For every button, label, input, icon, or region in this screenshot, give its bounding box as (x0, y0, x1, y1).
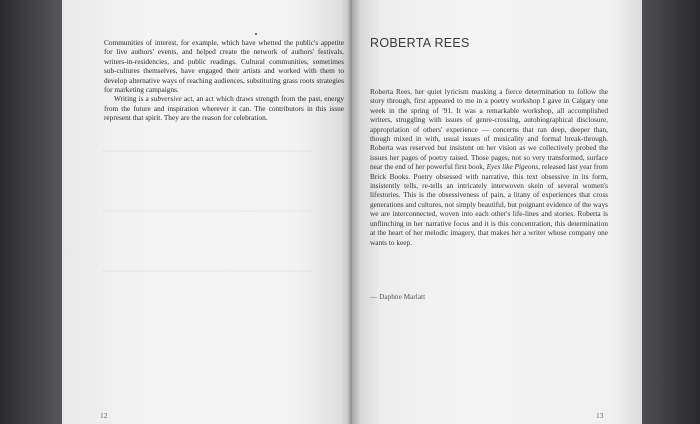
left-paragraph-2: Writing is a subversive act, an act which draws strength from the past, energy from the future and inspiration wherever it can. The contributors in this issue represent that spirit. They are the reason for celebration. (104, 94, 344, 123)
byline: — Daphne Marlatt (370, 292, 426, 301)
right-paragraph: Roberta Rees, her quiet lyricism masking a fierce determination to follow the story through, first appeared to me in a poetry workshop I gave in Calgary one week in the spring of '91. It was a remarkable workshop, all accomplished writers, struggling with issues of genre-crossing, autobiographical disclosure, appropriation of others' experience — concerns that ran deep, deeper than, though mixed in with, usual issues of musicality and formal break-through. Roberta was reserved but insistent on her vision as we collectively probed the issues her pages of poetry raised. Those pages, not so very transformed, surface near the end of her powerful first book, Eyes like Pigeons, released last year from Brick Books. Poetry obsessed with narrative, this text obsessive in its form, insistently tells, re-tells an intricately interwoven skein of several women's lifestories. This is the obsessiveness of pain, a litany of experiences that cross generations and cultures, not simply beautiful, but poignant evidence of the ways we are interconnected, woven into each other's life-lines and stories. Roberta is unflinching in her narrative focus and it is this concentration, this determination at the heart of her melodic imagery, that makes her a writer whose company one wants to keep. (370, 87, 608, 247)
right-page-body (370, 87, 608, 247)
show-through-line (102, 270, 312, 272)
show-through-line (102, 210, 312, 212)
scanner-background-left (0, 0, 62, 424)
show-through-line (102, 150, 312, 152)
left-page-number: 12 (100, 411, 108, 420)
left-paragraph-1: Communities of interest, for example, which have whetted the public's appetite for live authors' events, and helped create the network of authors' festivals, writers-in-residencies, and public readings. Cultural communities, sometimes sub-cultures themselves, have engaged their artists and worked with them to develop alternative ways of reaching audiences, substituting grass roots strategies for marketing campaigns. (104, 38, 344, 95)
page-title: ROBERTA REES (370, 36, 470, 50)
scanner-background-right (642, 0, 700, 424)
page-mark (255, 33, 257, 35)
right-page (352, 0, 642, 424)
left-page-body (104, 38, 344, 123)
right-page-number: 13 (596, 411, 604, 420)
left-page (62, 0, 352, 424)
